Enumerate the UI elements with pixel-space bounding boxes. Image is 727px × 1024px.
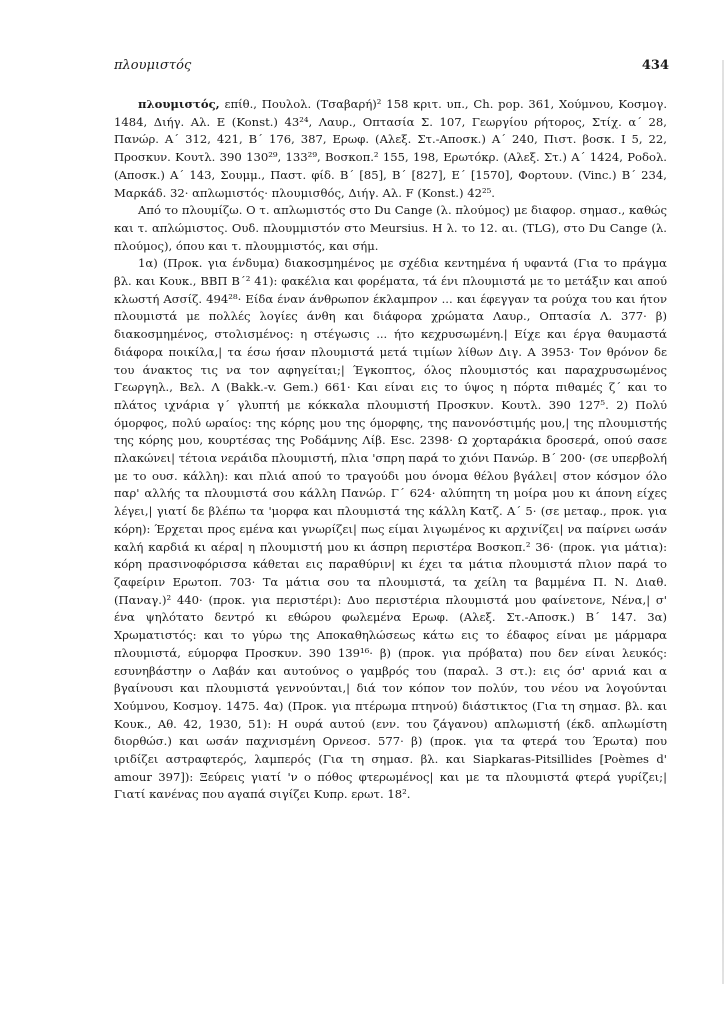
entry-etymology: Από το πλουμίζω. Ο τ. απλωμιστός στο Du Cange (λ. πλούμος) με διαφορ. σημασ., καθώς και τ. απλώμιστος. Ουδ. πλουμμιστόν στο Meursius. Η λ. το 12. αι. (TLG), στο Du Cange (λ. πλούμος), όπου και τ. πλουμμιστός, και σήμ. xyxy=(114,203,667,253)
entry-paragraph-1 xyxy=(114,96,667,202)
page-number: 434 xyxy=(641,58,669,73)
entry-lemma: πλουμιστός, xyxy=(138,97,220,111)
running-title: πλουμιστός xyxy=(114,58,192,73)
entry-attestations: επίθ., Πουλολ. (Τσαβαρή)² 158 κριτ. υπ., Ch. pop. 361, Χούμνου, Κοσμογ. 1484, Διήγ. Αλ. Ε (Konst.) 43²⁴, Λαυρ., Οπτασία Σ. 107, Γεωργίου ρήτορος, Στίχ. α΄ 28, Πανώρ. Α΄ 312, 421, Β΄ 176, 387, Ερωφ. (Αλεξ. Στ.-Αποσκ.) Α΄ 240, Πιστ. βοσκ. I 5, 22, Προσκυν. Κουτλ. 390 130²⁹, 133²⁹, Βοσκοπ.² 155, 198, Ερωτόκρ. (Αλεξ. Στ.) Α΄ 1424, Ροδολ. (Αποσκ.) Α΄ 143, Σουμμ., Παστ. φίδ. Β΄ [85], Β΄ [827], Ε΄ [1570], Φορτουν. (Vinc.) Β΄ 234, Μαρκάδ. 32· απλωμιστός· πλουμισθός, Διήγ. Αλ. F (Konst.) 42²⁵. xyxy=(114,97,667,200)
page-binding-edge xyxy=(722,60,724,984)
dictionary-entry xyxy=(114,96,667,804)
entry-senses: 1α) (Προκ. για ένδυμα) διακοσμημένος με σχέδια κεντημένα ή υφαντά (Για το πράγμα βλ. και Κουκ., ΒΒΠ Β΄² 41): φακέλια και φορέματα, τά ένι πλουμιστά με το μετάξιν και απού κλωστή Ασσίζ. 494²⁸· Είδα έναν άνθρωπον έκλαμπρον ... και έφεγγαν τα ρούχα του και ήτον πλουμιστά με πολλές λογίες άνθη και διάφορα χρώματα Λαυρ., Οπτασία Λ. 377· β) διακοσμημένος, στολισμένος: η στέγωσις ... ήτο κεχρυσωμένη.| Είχε και έργα θαυμαστά διάφορα ποικίλα,| τα έσω ήσαν πλουμιστά μετά τιμίων λίθων Διγ. Α 3953· Τον θρόνον δε του άνακτος τις να τον αφηγείται;| Έγκοπτος, όλος πλουμιστός και παραχρυσωμένος Γεωργηλ., Βελ. Λ (Bakk.-v. Gem.) 661· Και είναι εις το ύψος η πόρτα πιθαμές ζ΄ και το πλάτος ιχνάρια γ΄ γλυπτή με κόκκαλα πλουμιστή Προσκυν. Κουτλ. 390 127⁵. 2) Πολύ όμορφος, πολύ ωραίος: της κόρης μου της όμορφης, της πανονόστιμής μου,| της πλουμιστής της κόρης μου, κουρτέσας της Ροδάμνης Λίβ. Esc. 2398· Ω χορταράκια δροσερά, οπού σασε πλακώνει| τέτοια νεράιδα πλουμιστή, πλια 'σπρη παρά το χιόνι Πανώρ. Β΄ 200· (σε υπερβολή με το ουσ. κάλλη): και πλιά απού το τραγούδι μου όνομα θέλου βγάλει| στον κόσμον όλο παρ' αλλής τα πλουμιστά σου κάλλη Πανώρ. Γ΄ 624· αλύπητη τη μοίρα μου κι άπονη είχες λέγει,| γιατί δε βλέπω τα 'μορφα και πλουμιστά της κάλλη Κατζ. Α΄ 5· (σε μεταφ., προκ. για κόρη): Έρχεται προς εμένα και γνωρίζει| πως είμαι λιγωμένος κι αρχινίζει| να παίρνει ωσάν καλή καρδιά κι αέρα| η πλουμιστή μου κι άσπρη περιστέρα Βοσκοπ.² 36· (προκ. για μάτια): κόρη πρασινοφόρισσα κάθεται εις παραθύριν| κι έχει τα μάτια πλουμιστά πλιον παρά το ζαφείριν Ερωτοπ. 703· Τα μάτια σου τα πλουμιστά, τα χείλη τα βαμμένα Π. Ν. Διαθ. (Παναγ.)² 440· (προκ. για περιστέρι): Δυο περιστέρια πλουμιστά μου φαίνετονε, Νένα,| σ' ένα ψηλότατο δεντρό κι εθώρου φωλεμένα Ερωφ. (Αλεξ. Στ.-Αποσκ.) Β΄ 147. 3α) Χρωματιστός: και το γύρω της Αποκαθηλώσεως κάτω εις το έδαφος είναι με μάρμαρα πλουμιστά, εύμορφα Προσκυν. 390 139¹⁶· β) (προκ. για πρόβατα) που δεν είναι λευκός: εσυνηβάστην ο Λαβάν και αυτούνος ο γαμβρός του (παραλ. 3 στ.): εις όσ' αρνιά και α βγαίνουσι και πλουμιστά γεννούνται,| διά τον κόπον τον πολύν, του νέου να λογούνται Χούμνου, Κοσμογ. 1475. 4α) (Προκ. για πτέρωμα πτηνού) διάστικτος (Για τη σημασ. βλ. και Κουκ., Αθ. 42, 1930, 51): Η ουρά αυτού (ενν. του ζάγανου) απλωμιστή (έκδ. απλωμίστη διορθώσ.) και ωσάν παχνισμένη Ορνεοσ. 577· β) (προκ. για τα φτερά του Έρωτα) που ιριδίζει αστραφτερός, λαμπερός (Για τη σημασ. βλ. και Siapkaras-Pitsillides [Poèmes d' amour 397]): Ξεύρεις γιατί 'ν ο πόθος φτερωμένος| και με τα πλουμιστά φτερά γυρίζει;| Γιατί κανένας που αγαπά σιγίζει Κυπρ. ερωτ. 18². xyxy=(114,256,667,802)
page-header xyxy=(114,58,669,73)
